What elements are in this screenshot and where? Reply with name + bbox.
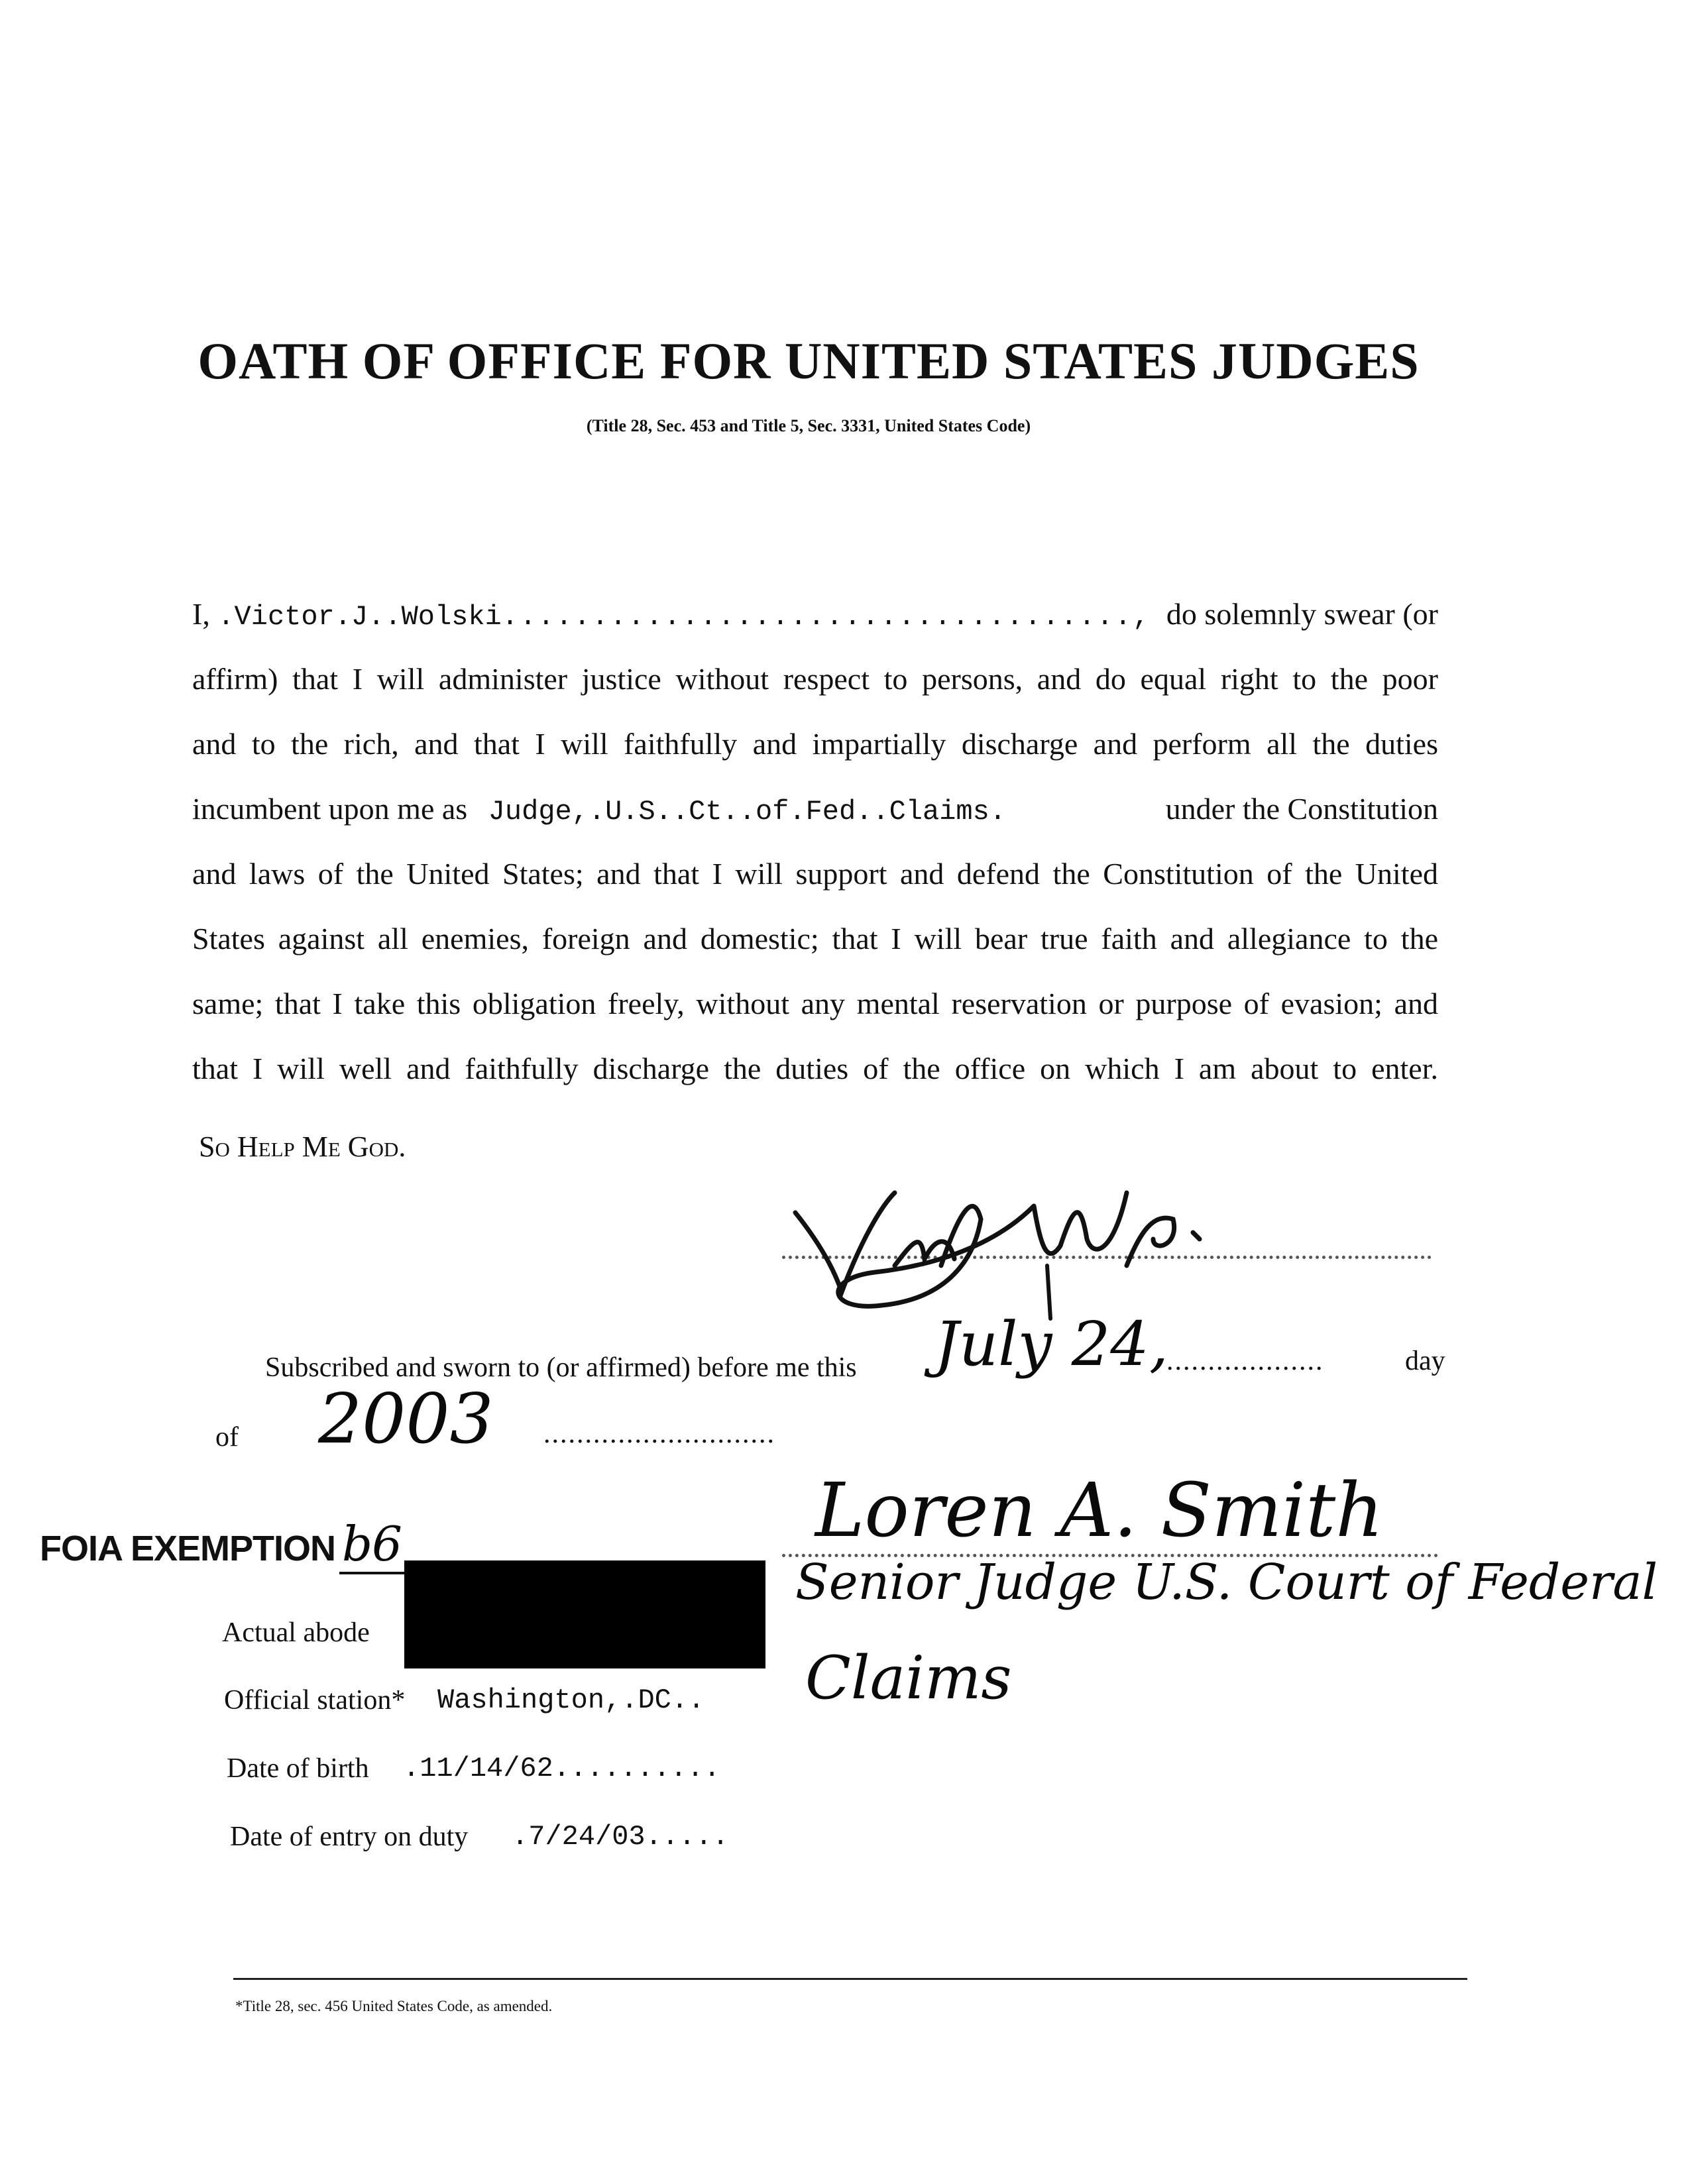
oath-line-6: States against all enemies, foreign and domestic; that I will bear true faith and allegiance to the [192,922,1438,956]
date-of-entry-value: .7/24/03..... [512,1821,729,1853]
foia-code-handwritten: b6 [339,1516,414,1574]
actual-abode-label: Actual abode [222,1617,370,1648]
date-of-entry-label: Date of entry on duty [230,1822,469,1852]
sworn-year-dots: ............................ [543,1419,775,1449]
officer-signature: Loren A. Smith [815,1468,1384,1554]
oath-position-after: under the Constitution [1165,792,1438,826]
judge-position: Judge,.U.S..Ct..of.Fed..Claims. [488,796,1007,828]
oath-line-5: and laws of the United States; and that I will support and defend the Constitution of the United [192,857,1438,891]
judge-signature-image [782,1166,1246,1325]
sworn-year-handwritten: 2003 [318,1378,494,1459]
officer-title-line-1: Senior Judge U.S. Court of Federal [795,1554,1658,1611]
foia-exemption-label [40,1516,414,1572]
sworn-of-label: of [215,1422,239,1452]
oath-line-8: that I will well and faithfully discharge the duties of the office on which I am about to enter. [192,1052,1438,1085]
footnote-rule [233,1978,1467,1980]
oath-line-4 [192,791,1438,828]
official-station-value: Washington,.DC.. [437,1684,705,1716]
officer-title-line-2: Claims [805,1643,1012,1713]
oath-position-intro: incumbent upon me as [192,792,468,826]
oath-swear-text: do solemnly swear (or [1166,597,1438,631]
date-of-birth-label: Date of birth [227,1753,369,1784]
oath-line-2: affirm) that I will administer justice without respect to persons, and do equal right to the poor [192,662,1438,696]
sworn-day-label: day [1405,1346,1445,1376]
redaction-box [404,1560,765,1668]
oath-line-7: same; that I take this obligation freely, without any mental reservation or purpose of evasion; and [192,987,1438,1020]
sworn-date-dots: ................... [1166,1346,1324,1376]
oath-closing: So Help Me God. [199,1130,406,1163]
document-subtitle: (Title 28, Sec. 453 and Title 5, Sec. 3331, United States Code) [586,416,1031,435]
sworn-date-handwritten: July 24, [934,1309,1169,1380]
judge-name: .Victor.J..Wolski [217,601,502,633]
oath-line-1 [192,596,1438,633]
name-dots: ..................................., [501,601,1151,633]
oath-intro: I, [192,597,210,631]
document-title: OATH OF OFFICE FOR UNITED STATES JUDGES [197,332,1420,390]
sworn-text: Subscribed and sworn to (or affirmed) before me this [265,1352,857,1383]
oath-line-3: and to the rich, and that I will faithfully and impartially discharge and perform all the duties [192,727,1438,761]
date-of-birth-value: .11/14/62.......... [403,1753,720,1784]
foia-label-text: FOIA EXEMPTION [40,1529,336,1568]
official-station-label: Official station* [224,1685,406,1716]
footnote: *Title 28, sec. 456 United States Code, as amended. [235,1998,553,2014]
